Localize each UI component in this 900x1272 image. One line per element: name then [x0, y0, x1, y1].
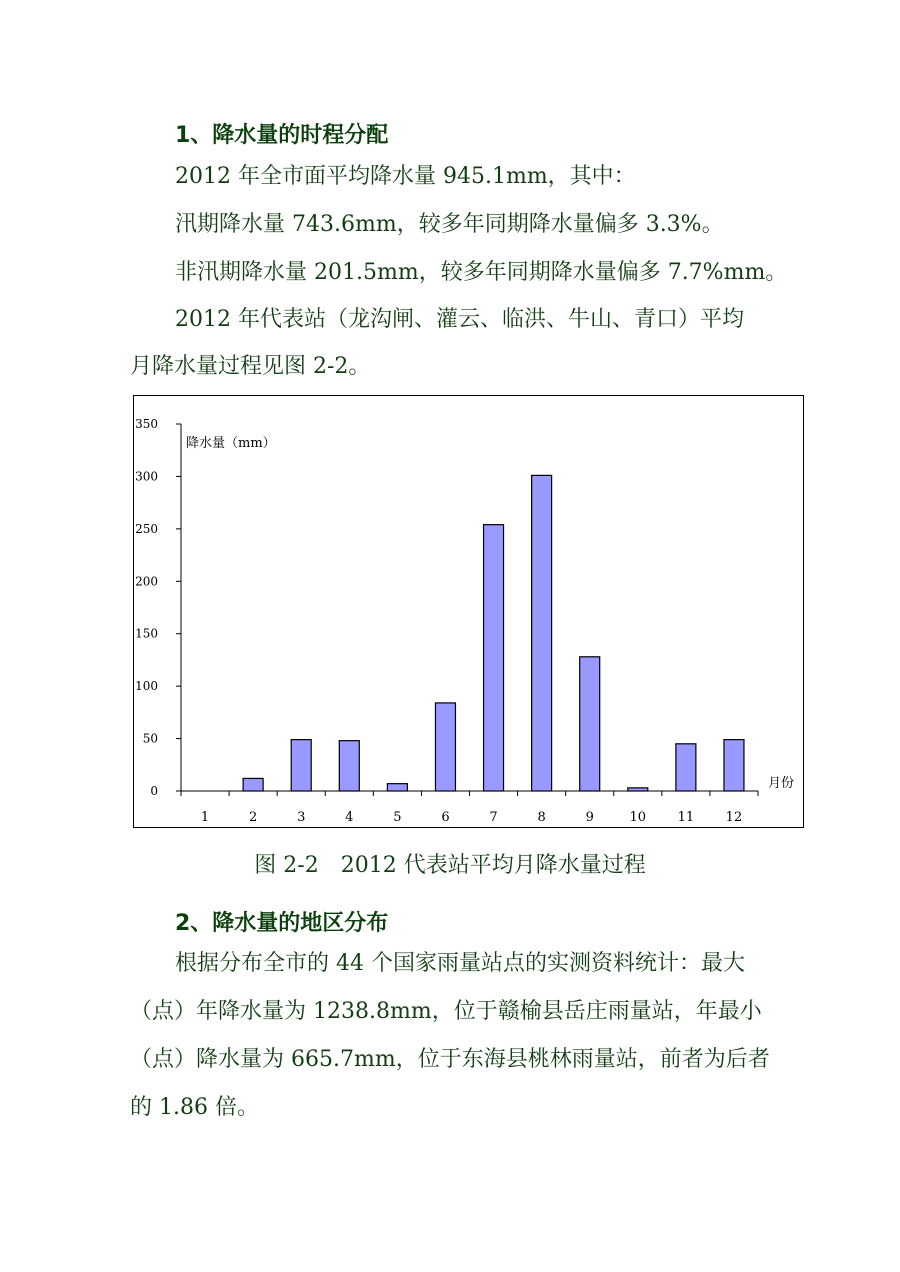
bar [532, 475, 552, 791]
bar [580, 657, 600, 791]
paragraph-line: 非汛期降水量 201.5mm，较多年同期降水量偏多 7.7%mm。 [175, 260, 788, 285]
y-tick-label: 0 [150, 784, 158, 798]
x-tick-label: 6 [441, 810, 450, 825]
y-tick-label: 300 [135, 469, 158, 484]
bar [676, 744, 696, 791]
y-tick-label: 200 [135, 574, 158, 589]
y-tick-label: 250 [135, 521, 158, 536]
x-tick-label: 3 [297, 810, 306, 825]
paragraph-line: 2012 年代表站（龙沟闸、灌云、临洪、牛山、青口）平均 [175, 307, 744, 332]
bar [387, 784, 407, 791]
bar [339, 741, 359, 791]
paragraph-line: （点）年降水量为 1238.8mm，位于赣榆县岳庄雨量站，年最小 [130, 999, 762, 1024]
x-tick-label: 2 [248, 810, 258, 825]
x-tick-label: 1 [200, 810, 210, 825]
x-tick-label: 7 [489, 810, 498, 825]
y-tick-label: 150 [135, 626, 158, 641]
paragraph-line: 根据分布全市的 44 个国家雨量站点的实测资料统计：最大 [175, 951, 745, 976]
section-1-heading: 1、降水量的时程分配 [175, 123, 389, 148]
x-tick-label: 10 [629, 810, 647, 825]
paragraph-line: 月降水量过程见图 2-2。 [130, 354, 371, 379]
y-tick-label: 100 [135, 679, 158, 694]
y-tick-label: 50 [142, 731, 158, 746]
bar [291, 740, 311, 791]
x-tick-label: 5 [393, 810, 402, 825]
bar [724, 740, 744, 791]
bar [628, 788, 648, 791]
figure-caption: 图 2-2 2012 代表站平均月降水量过程 [254, 853, 646, 878]
x-tick-label: 9 [585, 810, 594, 825]
y-tick-label: 350 [135, 417, 158, 431]
x-axis-title: 月份 [768, 776, 795, 791]
bar-chart [134, 396, 805, 829]
bar [435, 703, 455, 791]
paragraph-line: （点）降水量为 665.7mm，位于东海县桃林雨量站，前者为后者 [130, 1047, 770, 1072]
x-tick-label: 4 [345, 810, 354, 825]
x-tick-label: 12 [725, 810, 743, 825]
x-tick-label: 11 [677, 810, 695, 825]
bar [243, 778, 263, 791]
bar [484, 525, 504, 791]
x-tick-label: 8 [537, 810, 546, 825]
section-2-heading: 2、降水量的地区分布 [175, 911, 389, 936]
paragraph-line: 汛期降水量 743.6mm，较多年同期降水量偏多 3.3%。 [175, 212, 724, 237]
y-axis-title: 降水量（mm） [186, 436, 276, 451]
paragraph-line: 2012 年全市面平均降水量 945.1mm，其中： [175, 164, 636, 189]
paragraph-line: 的 1.86 倍。 [130, 1095, 259, 1120]
chart-frame [133, 395, 804, 828]
